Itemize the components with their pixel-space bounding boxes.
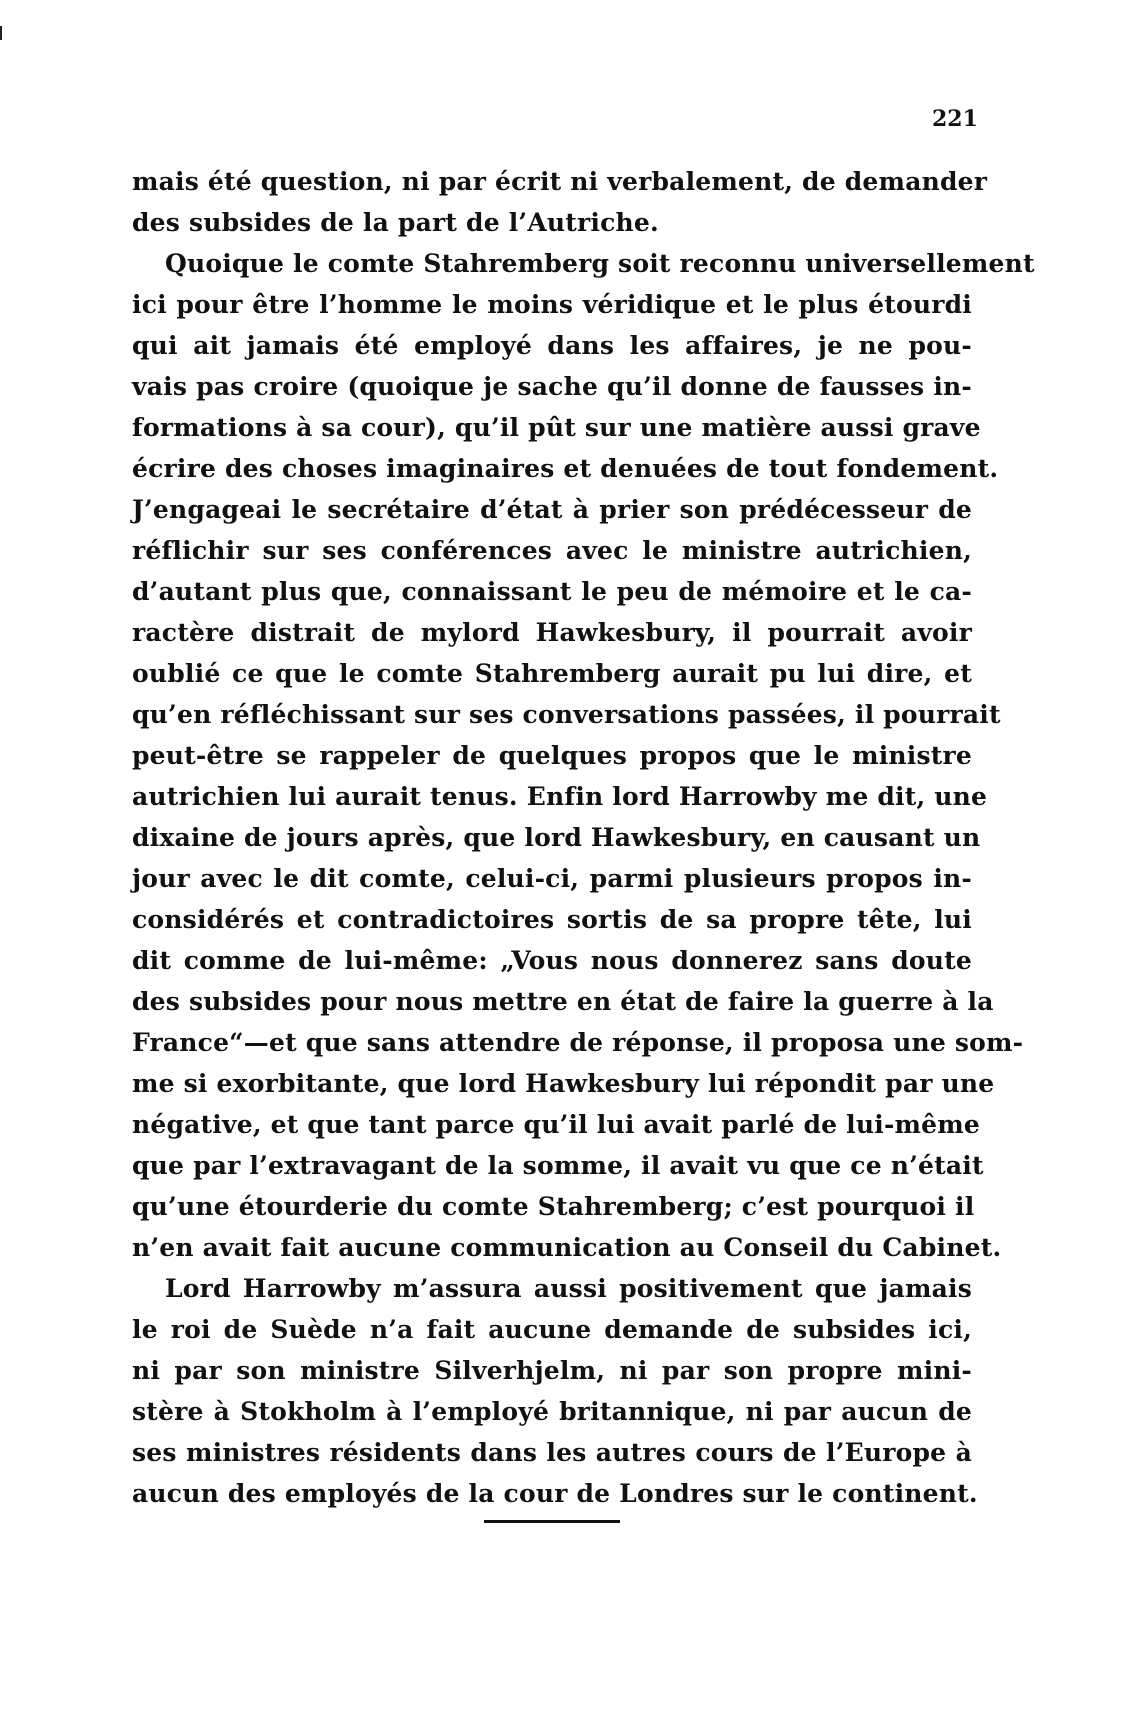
text-line: stère à Stokholm à l’employé britannique, ni par aucun de	[132, 1397, 972, 1426]
text-line: autrichien lui aurait tenus. Enfin lord Harrowby me dit, une	[132, 782, 988, 811]
text-line: des subsides de la part de l’Autriche.	[132, 208, 659, 237]
text-line: n’en avait fait aucune communication au Conseil du Cabinet.	[132, 1233, 1002, 1262]
text-line: Lord Harrowby m’assura aussi positivement que jamais	[165, 1274, 972, 1303]
scan-edge-mark	[0, 26, 2, 40]
text-line: réflichir sur ses conférences avec le ministre autrichien,	[132, 536, 972, 565]
text-line: me si exorbitante, que lord Hawkesbury lui répondit par une	[132, 1069, 995, 1098]
text-line: ici pour être l’homme le moins véridique et le plus étourdi	[132, 290, 972, 319]
text-line: ni par son ministre Silverhjelm, ni par son propre mini-	[132, 1356, 972, 1385]
section-end-rule	[484, 1520, 620, 1523]
text-line: qui ait jamais été employé dans les affaires, je ne pou-	[132, 331, 972, 360]
body-text	[132, 161, 1035, 1514]
text-line: ses ministres résidents dans les autres cours de l’Europe à	[132, 1438, 972, 1467]
text-line: que par l’extravagant de la somme, il avait vu que ce n’était	[132, 1151, 984, 1180]
text-line: mais été question, ni par écrit ni verbalement, de demander	[132, 167, 988, 196]
text-line: d’autant plus que, connaissant le peu de mémoire et le ca-	[132, 577, 972, 606]
text-line: négative, et que tant parce qu’il lui avait parlé de lui-même	[132, 1110, 981, 1139]
text-line: J’engageai le secrétaire d’état à prier son prédécesseur de	[132, 495, 972, 524]
text-line: le roi de Suède n’a fait aucune demande de subsides ici,	[132, 1315, 972, 1344]
text-line: qu’en réfléchissant sur ses conversations passées, il pourrait	[132, 700, 1001, 729]
text-line: peut-être se rappeler de quelques propos que le ministre	[132, 741, 972, 770]
text-line: dixaine de jours après, que lord Hawkesbury, en causant un	[132, 823, 981, 852]
text-line: dit comme de lui-même: „Vous nous donnerez sans doute	[132, 946, 972, 975]
text-line: écrire des choses imaginaires et denuées de tout fondement.	[132, 454, 999, 483]
text-line: formations à sa cour), qu’il pût sur une matière aussi grave	[132, 413, 981, 442]
text-line: des subsides pour nous mettre en état de faire la guerre à la	[132, 987, 994, 1016]
text-line: considérés et contradictoires sortis de sa propre tête, lui	[132, 905, 972, 934]
text-line: jour avec le dit comte, celui-ci, parmi plusieurs propos in-	[132, 864, 972, 893]
text-line: vais pas croire (quoique je sache qu’il donne de fausses in-	[132, 372, 972, 401]
text-line: oublié ce que le comte Stahremberg aurait pu lui dire, et	[132, 659, 972, 688]
page-number: 221	[932, 106, 978, 132]
text-line: Quoique le comte Stahremberg soit reconnu universellement	[165, 249, 1035, 278]
text-line: ractère distrait de mylord Hawkesbury, il pourrait avoir	[132, 618, 972, 647]
text-line: France“—et que sans attendre de réponse, il proposa une som-	[132, 1028, 1024, 1057]
text-line: qu’une étourderie du comte Stahremberg; c’est pourquoi il	[132, 1192, 975, 1221]
text-line: aucun des employés de la cour de Londres sur le continent.	[132, 1479, 978, 1508]
